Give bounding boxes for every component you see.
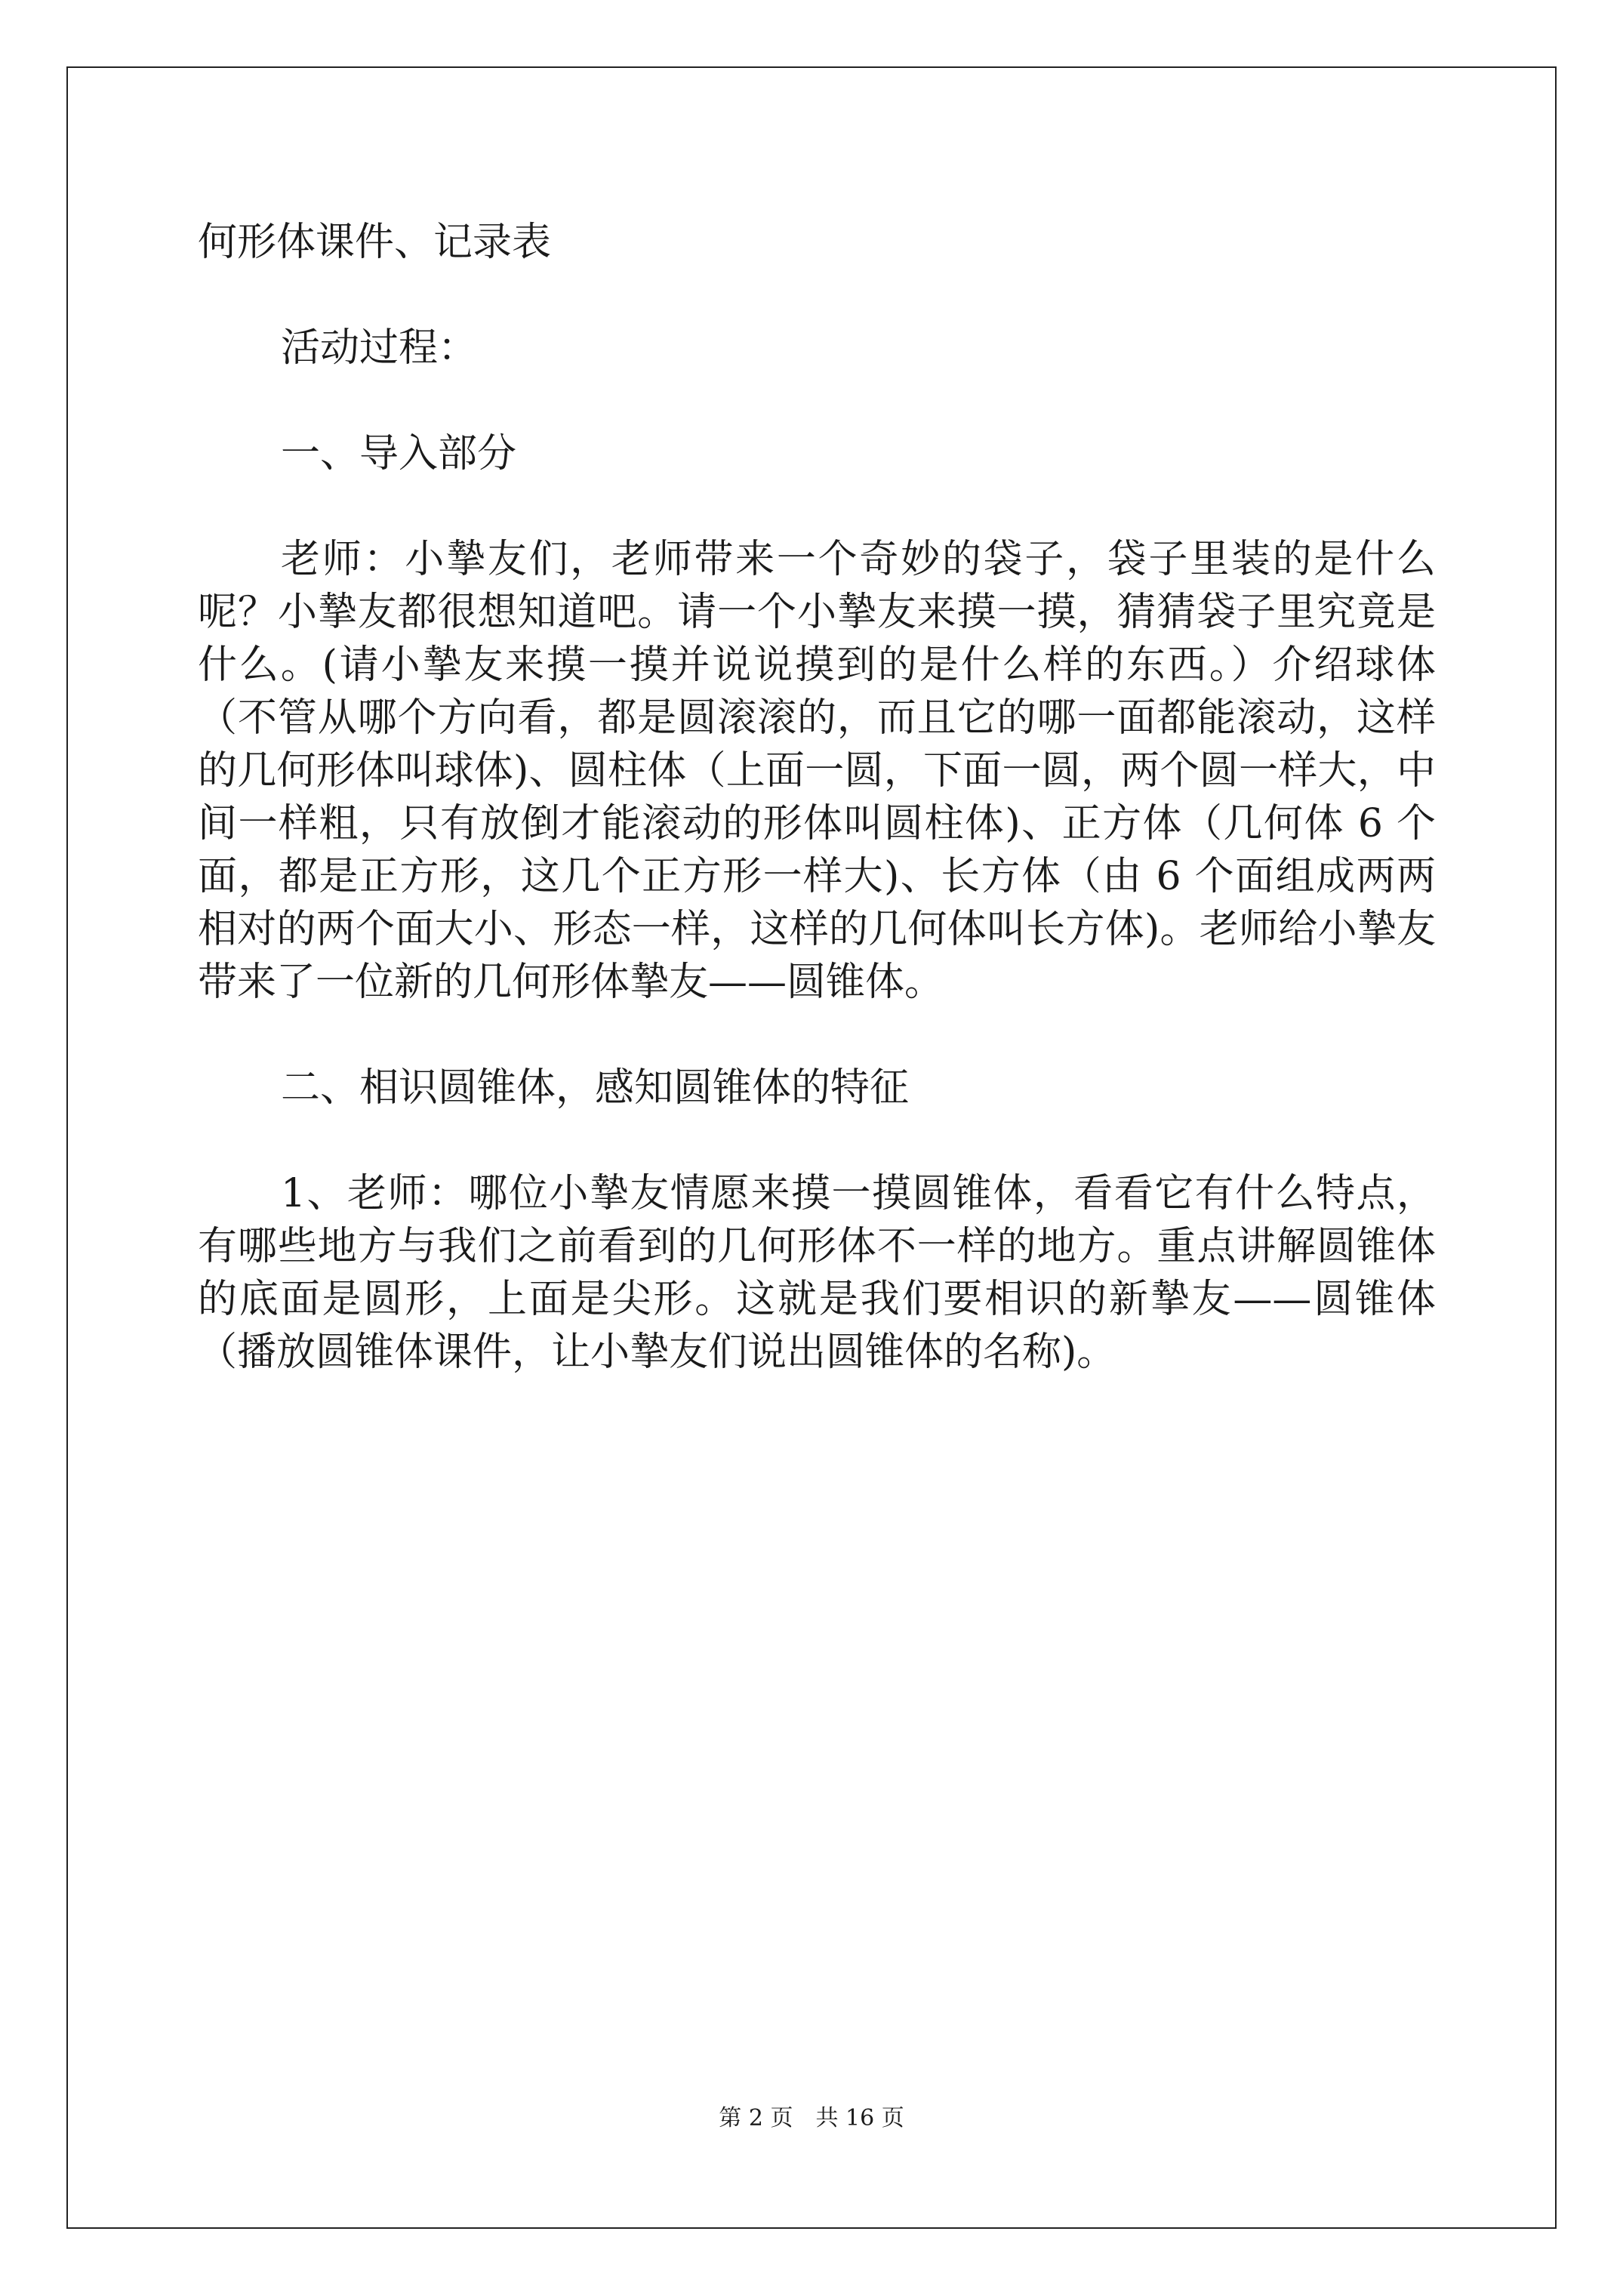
paragraph-intro-body: 老师：小摯友们，老师带来一个奇妙的袋子，袋子里装的是什么呢？小摯友都很想知道吧。请一个小摯友来摸一摸，猜猜袋子里究竟是什么。(请小摯友来摸一摸并说说摸到的是什么样的东西。）介绍球体（不管从哪个方向看，都是圆滚滚的，而且它的哪一面都能滚动，这样的几何形体叫球体)、圆柱体（上面一圆，下面一圆，两个圆一样大，中间一样粗，只有放倒才能滚动的形体叫圆柱体)、正方体（几何体 6 个面，都是正方形，这几个正方形一样大)、长方体（由 6 个面组成两两相对的两个面大小、形态一样，这样的几何体叫长方体)。老师给小摯友带来了一位新的几何形体摯友——圆锥体。 bbox=[198, 537, 1436, 1005]
paragraph-process-heading: 活动过程： bbox=[281, 325, 478, 371]
page-number-footer: 第 2 页 共 16 页 bbox=[719, 2105, 904, 2131]
paragraph-cone-body: 1、老师：哪位小摯友情愿来摸一摸圆锥体，看看它有什么特点，有哪些地方与我们之前看到的几何形体不一样的地方。重点讲解圆锥体的底面是圆形，上面是尖形。这就是我们要相识的新摯友——圆锥体（播放圆锥体课件，让小摯友们说出圆锥体的名称)。 bbox=[198, 1171, 1436, 1375]
paragraph-materials: 何形体课件、记录表 bbox=[198, 220, 552, 265]
section-heading-cone: 二、相识圆锥体，感知圆锥体的特征 bbox=[281, 1065, 910, 1111]
document-body bbox=[198, 216, 1436, 1379]
section-heading-intro: 一、导入部分 bbox=[281, 431, 517, 476]
